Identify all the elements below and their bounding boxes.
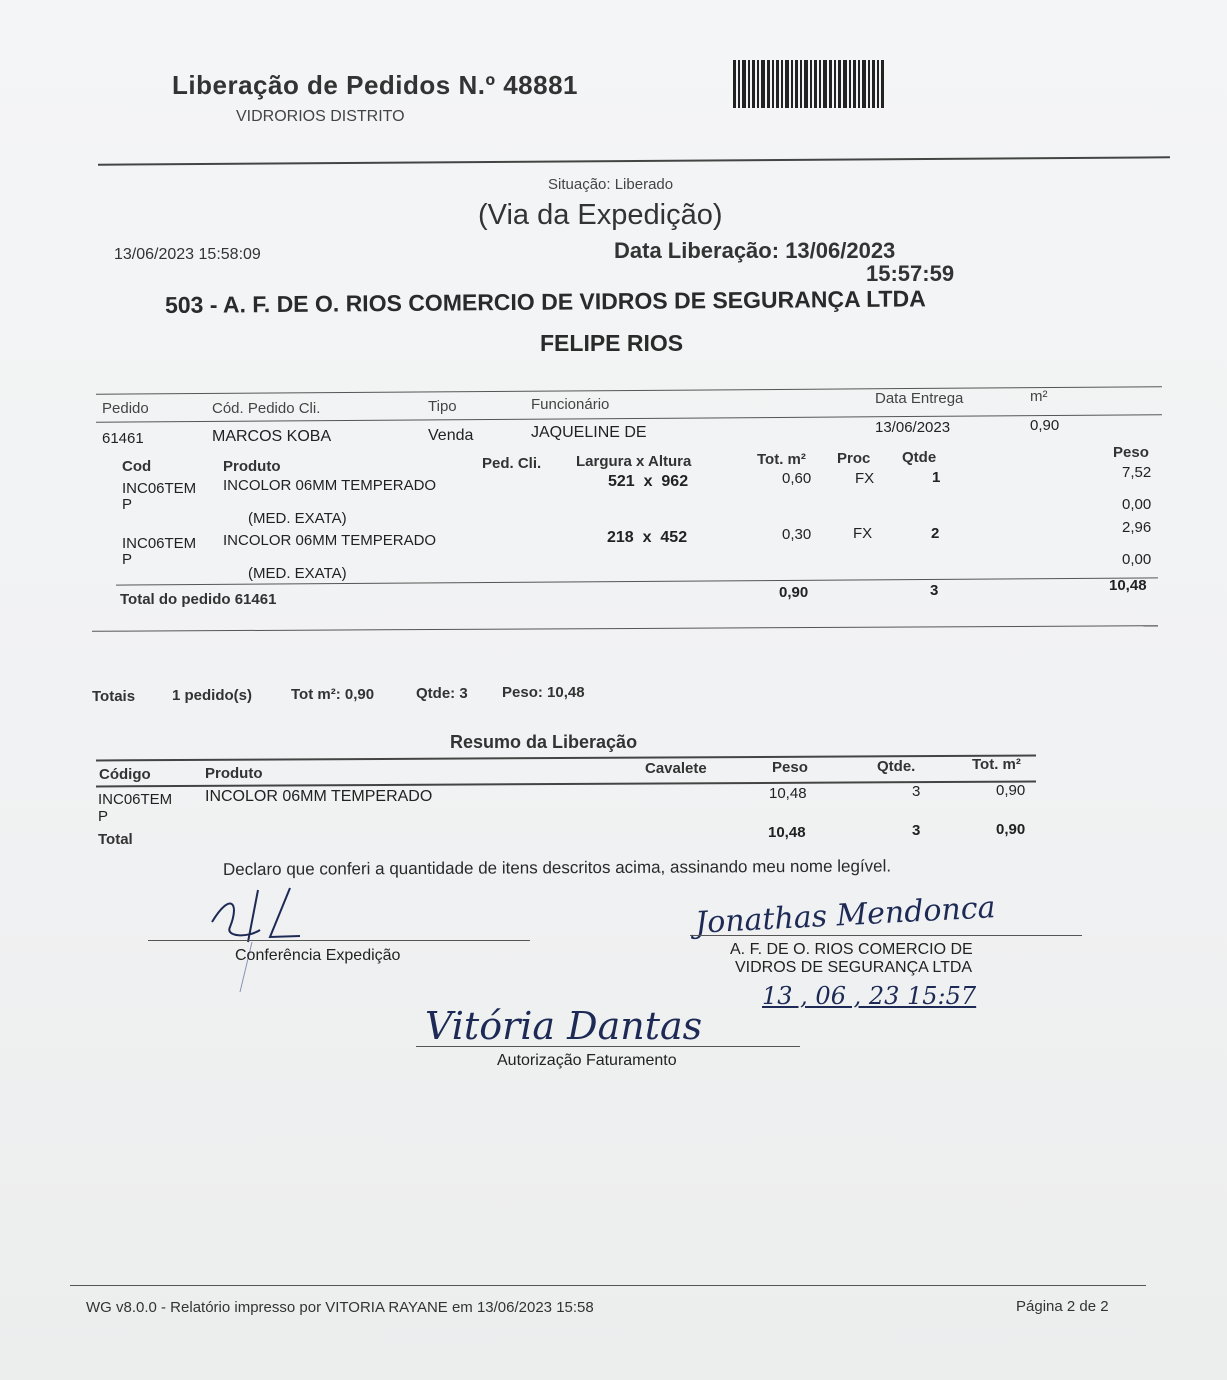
- order-number: 61461: [102, 430, 144, 447]
- employee-name: JAQUELINE DE: [531, 424, 647, 441]
- divider: [70, 1285, 1146, 1286]
- col-proc: Proc: [837, 450, 871, 467]
- col-tipo: Tipo: [428, 398, 457, 415]
- order-type: Venda: [428, 427, 474, 444]
- col-largura-altura: Largura x Altura: [576, 453, 692, 470]
- document-title: Liberação de Pedidos N.º 48881: [172, 70, 578, 100]
- handwritten-date: 13 , 06 , 23 15:57: [762, 982, 977, 1010]
- totals-label: Totais: [92, 688, 136, 705]
- conferencia-signature: [200, 882, 320, 1002]
- item-peso-extra: 0,00: [1122, 496, 1152, 513]
- item-product: INCOLOR 06MM TEMPERADO: [223, 477, 437, 494]
- item-peso-extra: 0,00: [1122, 551, 1152, 568]
- item-obs: (MED. EXATA): [248, 565, 347, 582]
- summary-title: Resumo da Liberação: [450, 732, 638, 752]
- order-total-label: Total do pedido 61461: [120, 591, 277, 608]
- summary-total-label: Total: [98, 831, 133, 848]
- col-ped-cli: Ped. Cli.: [482, 455, 542, 472]
- divider: [98, 156, 1170, 165]
- col-produto: Produto: [223, 458, 281, 475]
- summary-total-m2: 0,90: [996, 821, 1026, 838]
- item-dimensions: 218 x 452: [607, 529, 688, 546]
- col-qtde: Qtde: [902, 449, 937, 466]
- item-proc: FX: [853, 525, 873, 542]
- summary-tot-m2: 0,90: [996, 782, 1026, 799]
- item-qtde: 2: [931, 525, 940, 542]
- summary-col-produto: Produto: [205, 765, 263, 782]
- col-tot-m2: Tot. m²: [757, 451, 806, 468]
- summary-total-qtde: 3: [912, 822, 921, 839]
- summary-code: INC06TEM: [98, 791, 173, 808]
- totals-m2: Tot m²: 0,90: [291, 686, 375, 703]
- col-m2: m²: [1030, 388, 1048, 405]
- totals-pedidos: 1 pedido(s): [172, 687, 253, 704]
- company-signature: Jonathas Mendonca: [694, 890, 997, 941]
- totals-peso: Peso: 10,48: [502, 684, 585, 701]
- item-peso: 2,96: [1122, 519, 1152, 536]
- summary-col-cavalete: Cavalete: [645, 760, 707, 777]
- delivery-date: 13/06/2023: [875, 419, 951, 436]
- summary-peso: 10,48: [769, 785, 807, 802]
- signature-line: [148, 940, 530, 941]
- company-line-2: VIDROS DE SEGURANÇA LTDA: [735, 959, 973, 976]
- branch-name: VIDRORIOS DISTRITO: [236, 108, 405, 125]
- item-product: INCOLOR 06MM TEMPERADO: [223, 532, 437, 549]
- release-date: Data Liberação: 13/06/2023: [614, 238, 896, 263]
- col-cod: Cod: [122, 458, 152, 475]
- item-obs: (MED. EXATA): [248, 510, 347, 527]
- item-qtde: 1: [932, 469, 941, 486]
- footer-text: WG v8.0.0 - Relatório impresso por VITORIA RAYANE em 13/06/2023 15:58: [86, 1299, 594, 1316]
- release-time: 15:57:59: [866, 261, 955, 286]
- totals-qtde: Qtde: 3: [416, 685, 468, 702]
- col-pedido: Pedido: [102, 400, 149, 417]
- summary-col-codigo: Código: [99, 766, 151, 783]
- item-code: INC06TEM: [122, 480, 197, 497]
- signature-line: [416, 1046, 800, 1047]
- company-name: 503 - A. F. DE O. RIOS COMERCIO DE VIDROS DE SEGURANÇA LTDA: [164, 285, 926, 318]
- company-line-1: A. F. DE O. RIOS COMERCIO DE: [730, 941, 973, 958]
- order-total-peso: 10,48: [1109, 577, 1147, 594]
- item-peso: 7,52: [1122, 464, 1152, 481]
- item-tot-m2: 0,60: [782, 470, 812, 487]
- order-total-qtde: 3: [930, 582, 939, 599]
- divider: [92, 625, 1158, 632]
- summary-total-peso: 10,48: [768, 824, 806, 841]
- col-peso: Peso: [1113, 444, 1149, 461]
- declaration-text: Declaro que conferi a quantidade de itens descritos acima, assinando meu nome legível.: [222, 856, 892, 879]
- item-tot-m2: 0,30: [782, 526, 812, 543]
- item-code-suffix: P: [122, 496, 133, 513]
- order-total-m2: 0,90: [779, 584, 809, 601]
- barcode-image: [733, 60, 923, 108]
- col-cod-pedido-cli: Cód. Pedido Cli.: [212, 400, 321, 417]
- divider: [96, 386, 1162, 394]
- summary-code-suffix: P: [98, 808, 109, 825]
- summary-col-qtde: Qtde.: [877, 758, 916, 775]
- item-dimensions: 521 x 962: [608, 473, 689, 490]
- status-text: Situação: Liberado: [548, 176, 674, 193]
- item-code: INC06TEM: [122, 535, 197, 552]
- copy-type: (Via da Expedição): [478, 199, 723, 231]
- printed-timestamp: 13/06/2023 15:58:09: [114, 246, 261, 263]
- order-m2: 0,90: [1030, 417, 1060, 434]
- contact-name: FELIPE RIOS: [540, 330, 684, 356]
- autorizacao-signature: Vitória Dantas: [425, 1004, 703, 1048]
- signature-line: [690, 935, 1082, 936]
- summary-col-peso: Peso: [772, 759, 808, 776]
- conferencia-label: Conferência Expedição: [235, 947, 401, 964]
- page-number: Página 2 de 2: [1016, 1298, 1109, 1315]
- summary-product: INCOLOR 06MM TEMPERADO: [205, 788, 433, 805]
- summary-col-tot-m2: Tot. m²: [972, 756, 1021, 773]
- item-proc: FX: [855, 470, 875, 487]
- autorizacao-label: Autorização Faturamento: [497, 1052, 677, 1069]
- col-data-entrega: Data Entrega: [875, 390, 964, 407]
- summary-qtde: 3: [912, 783, 921, 800]
- client-order-code: MARCOS KOBA: [212, 428, 332, 445]
- col-funcionario: Funcionário: [531, 396, 610, 413]
- item-code-suffix: P: [122, 551, 133, 568]
